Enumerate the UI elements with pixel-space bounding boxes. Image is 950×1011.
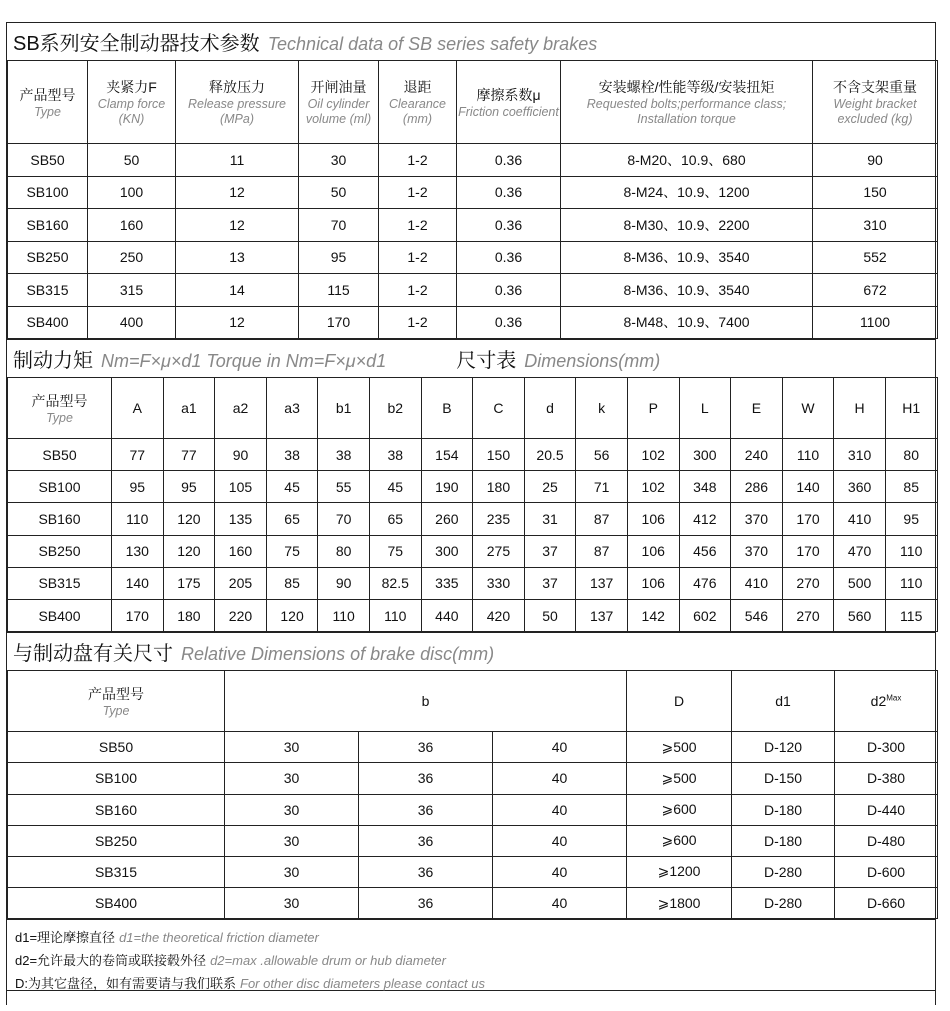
table-cell: 470 — [834, 535, 886, 567]
tech-header-en: Friction coefficient — [458, 104, 559, 119]
table-cell: 286 — [731, 471, 783, 503]
table-cell: 220 — [215, 599, 267, 631]
table-cell: 40 — [493, 888, 627, 919]
b-header: b — [225, 671, 627, 732]
table-cell: SB250 — [8, 535, 112, 567]
section2-title-en: Nm=F×μ×d1 Torque in Nm=F×μ×d1 — [101, 351, 387, 371]
table-cell: 40 — [493, 856, 627, 887]
table-cell: D-180 — [732, 825, 835, 856]
tech-header-5 — [457, 61, 561, 144]
dimensions-header-row — [8, 378, 938, 439]
tech-header-4 — [379, 61, 457, 144]
dim-header-15: H1 — [885, 378, 937, 439]
table-row — [8, 274, 938, 307]
table-cell: SB50 — [8, 732, 225, 763]
table-row — [8, 763, 938, 794]
table-cell: D-600 — [835, 856, 938, 887]
section3-title — [7, 632, 935, 670]
table-cell: 36 — [359, 794, 493, 825]
table-cell: 1-2 — [379, 176, 457, 209]
type-header-en: Type — [102, 703, 130, 718]
section1-title-cn: SB系列安全制动器技术参数 — [13, 33, 260, 55]
table-cell: 560 — [834, 599, 886, 631]
type-header — [8, 378, 112, 439]
type-header-cn: 产品型号 — [88, 685, 144, 702]
dim-header-4: b1 — [318, 378, 370, 439]
dim-header-10: P — [627, 378, 679, 439]
table-cell: D-280 — [732, 856, 835, 887]
table-cell: 0.36 — [457, 241, 561, 274]
table-cell: 50 — [88, 144, 176, 177]
table-cell: 410 — [731, 567, 783, 599]
table-cell: 8-M20、10.9、680 — [561, 144, 813, 177]
table-cell: SB315 — [8, 856, 225, 887]
table-cell: 102 — [627, 471, 679, 503]
table-cell: 105 — [215, 471, 267, 503]
table-cell: 170 — [299, 306, 379, 339]
table-cell: 87 — [576, 535, 628, 567]
table-cell: 110 — [112, 503, 164, 535]
table-cell: 77 — [112, 439, 164, 471]
table-cell: 250 — [88, 241, 176, 274]
table-cell: 40 — [493, 825, 627, 856]
table-cell: 110 — [369, 599, 421, 631]
table-cell: 260 — [421, 503, 473, 535]
table-cell: D-300 — [835, 732, 938, 763]
table-cell: 80 — [885, 439, 937, 471]
table-cell: 142 — [627, 599, 679, 631]
table-cell: 38 — [266, 439, 318, 471]
table-cell: 440 — [421, 599, 473, 631]
table-cell: 1100 — [813, 306, 938, 339]
table-cell: SB50 — [8, 439, 112, 471]
table-row — [8, 241, 938, 274]
table-cell: 65 — [266, 503, 318, 535]
table-row — [8, 794, 938, 825]
note-d1-cn: d1=理论摩擦直径 — [15, 930, 116, 946]
note-d2 — [15, 949, 927, 972]
table-row — [8, 471, 938, 503]
table-cell: 80 — [318, 535, 370, 567]
table-cell: 135 — [215, 503, 267, 535]
table-cell: 12 — [176, 176, 299, 209]
dim-header-13: W — [782, 378, 834, 439]
dim-header-2: a2 — [215, 378, 267, 439]
table-cell: 100 — [88, 176, 176, 209]
table-cell: 170 — [782, 535, 834, 567]
table-cell: D-150 — [732, 763, 835, 794]
note-d1 — [15, 926, 927, 949]
technical-data-table — [7, 60, 938, 339]
dim-header-12: E — [731, 378, 783, 439]
table-cell: 672 — [813, 274, 938, 307]
table-cell: 12 — [176, 306, 299, 339]
table-cell: 8-M36、10.9、3540 — [561, 274, 813, 307]
d2-header-label: d2 — [870, 693, 887, 710]
tech-header-en: Release pressure (MPa) — [188, 97, 286, 126]
table-cell: 420 — [473, 599, 525, 631]
table-cell: 1-2 — [379, 241, 457, 274]
tech-header-cn: 摩擦系数μ — [476, 86, 541, 103]
table-cell: 55 — [318, 471, 370, 503]
table-cell: SB315 — [8, 274, 88, 307]
table-cell: 20.5 — [524, 439, 576, 471]
table-cell: 130 — [112, 535, 164, 567]
table-cell: 1-2 — [379, 144, 457, 177]
table-cell: SB250 — [8, 825, 225, 856]
table-cell: 160 — [88, 209, 176, 242]
dim-header-5: b2 — [369, 378, 421, 439]
table-cell: 602 — [679, 599, 731, 631]
type-header-cn: 产品型号 — [31, 392, 88, 409]
table-cell: D-660 — [835, 888, 938, 919]
table-cell: ⩾600 — [627, 794, 732, 825]
table-cell: D-440 — [835, 794, 938, 825]
table-cell: 0.36 — [457, 274, 561, 307]
table-cell: 14 — [176, 274, 299, 307]
table-cell: SB100 — [8, 471, 112, 503]
table-cell: 500 — [834, 567, 886, 599]
table-cell: 330 — [473, 567, 525, 599]
dimensions-table — [7, 377, 938, 632]
table-row — [8, 856, 938, 887]
table-row — [8, 732, 938, 763]
table-cell: 65 — [369, 503, 421, 535]
table-cell: 400 — [88, 306, 176, 339]
table-cell: 235 — [473, 503, 525, 535]
table-cell: 37 — [524, 567, 576, 599]
tech-header-cn: 产品型号 — [19, 86, 76, 103]
tech-header-6 — [561, 61, 813, 144]
table-cell: 102 — [627, 439, 679, 471]
table-cell: 70 — [318, 503, 370, 535]
dimensions-title-en: Dimensions(mm) — [524, 351, 661, 371]
dim-header-9: k — [576, 378, 628, 439]
tech-header-3 — [299, 61, 379, 144]
table-cell: 37 — [524, 535, 576, 567]
technical-data-body — [8, 144, 938, 339]
dimensions-body — [8, 439, 938, 632]
table-cell: 552 — [813, 241, 938, 274]
table-cell: 75 — [266, 535, 318, 567]
table-cell: D-180 — [732, 794, 835, 825]
table-cell: 36 — [359, 763, 493, 794]
table-cell: 106 — [627, 567, 679, 599]
table-cell: 150 — [813, 176, 938, 209]
tech-header-cn: 释放压力 — [209, 79, 265, 95]
table-cell: D-380 — [835, 763, 938, 794]
dimensions-title-cn: 尺寸表 — [456, 350, 517, 372]
tech-header-7 — [813, 61, 938, 144]
table-cell: 120 — [163, 535, 215, 567]
table-cell: 36 — [359, 825, 493, 856]
table-cell: SB50 — [8, 144, 88, 177]
tech-header-cn: 夹紧力F — [106, 79, 157, 95]
table-cell: 75 — [369, 535, 421, 567]
table-cell: 25 — [524, 471, 576, 503]
table-cell: 115 — [299, 274, 379, 307]
note-D-cn: D:为其它盘径，如有需要请与我们联系 — [15, 976, 237, 992]
table-cell: 90 — [318, 567, 370, 599]
table-cell: 8-M24、10.9、1200 — [561, 176, 813, 209]
table-row — [8, 209, 938, 242]
table-cell: 13 — [176, 241, 299, 274]
dim-header-8: d — [524, 378, 576, 439]
dim-header-6: B — [421, 378, 473, 439]
table-cell: D-480 — [835, 825, 938, 856]
table-cell: 70 — [299, 209, 379, 242]
table-cell: SB400 — [8, 306, 88, 339]
table-row — [8, 503, 938, 535]
tech-header-en: Weight bracket excluded (kg) — [833, 97, 917, 126]
tech-header-0 — [8, 61, 88, 144]
table-cell: 0.36 — [457, 176, 561, 209]
table-cell: 140 — [782, 471, 834, 503]
table-row — [8, 599, 938, 631]
table-row — [8, 888, 938, 919]
table-cell: 270 — [782, 567, 834, 599]
table-cell: ⩾500 — [627, 732, 732, 763]
tech-header-1 — [88, 61, 176, 144]
dim-header-14: H — [834, 378, 886, 439]
tech-header-cn: 开闸油量 — [310, 79, 367, 95]
tech-header-cn: 安装螺栓/性能等级/安装扭矩 — [598, 79, 775, 95]
dim-header-0: A — [112, 378, 164, 439]
table-cell: 110 — [782, 439, 834, 471]
tech-header-cn: 退距 — [403, 79, 432, 95]
table-cell: 30 — [225, 856, 359, 887]
table-cell: 45 — [369, 471, 421, 503]
table-cell: 180 — [163, 599, 215, 631]
table-cell: 30 — [225, 825, 359, 856]
table-cell: D-280 — [732, 888, 835, 919]
table-cell: 1-2 — [379, 274, 457, 307]
table-cell: 1-2 — [379, 306, 457, 339]
table-cell: 546 — [731, 599, 783, 631]
table-cell: 95 — [885, 503, 937, 535]
table-cell: 110 — [885, 535, 937, 567]
type-header-en: Type — [46, 410, 73, 425]
table-cell: 30 — [225, 732, 359, 763]
table-cell: 11 — [176, 144, 299, 177]
table-cell: 106 — [627, 503, 679, 535]
section1-title — [7, 22, 935, 60]
table-cell: D-120 — [732, 732, 835, 763]
table-cell: 50 — [299, 176, 379, 209]
table-cell: 36 — [359, 732, 493, 763]
note-D-en: For other disc diameters please contact us — [240, 976, 485, 992]
page — [6, 0, 936, 1005]
table-cell: ⩾1200 — [627, 856, 732, 887]
table-cell: 150 — [473, 439, 525, 471]
table-row — [8, 306, 938, 339]
table-cell: 8-M36、10.9、3540 — [561, 241, 813, 274]
table-cell: 348 — [679, 471, 731, 503]
table-cell: SB250 — [8, 241, 88, 274]
table-cell: 106 — [627, 535, 679, 567]
d2-header — [835, 671, 938, 732]
dim-header-7: C — [473, 378, 525, 439]
tech-header-en: Clearance (mm) — [389, 97, 446, 126]
table-cell: 300 — [421, 535, 473, 567]
table-cell: 360 — [834, 471, 886, 503]
dim-header-1: a1 — [163, 378, 215, 439]
type-header — [8, 671, 225, 732]
table-cell: 0.36 — [457, 209, 561, 242]
table-cell: SB315 — [8, 567, 112, 599]
tech-header-en: Type — [34, 104, 61, 119]
table-cell: 90 — [813, 144, 938, 177]
table-cell: 38 — [369, 439, 421, 471]
table-row — [8, 176, 938, 209]
table-cell: 180 — [473, 471, 525, 503]
table-cell: 36 — [359, 856, 493, 887]
table-cell: 40 — [493, 794, 627, 825]
section2-title — [7, 339, 935, 377]
table-cell: 160 — [215, 535, 267, 567]
table-row — [8, 825, 938, 856]
brake-disc-body — [8, 732, 938, 919]
table-cell: 77 — [163, 439, 215, 471]
table-cell: 456 — [679, 535, 731, 567]
technical-data-header-row — [8, 61, 938, 144]
table-cell: 56 — [576, 439, 628, 471]
table-cell: 31 — [524, 503, 576, 535]
tech-header-en: Requested bolts;performance class; Installation torque — [586, 97, 787, 126]
section3-title-en: Relative Dimensions of brake disc(mm) — [181, 644, 495, 665]
table-cell: 240 — [731, 439, 783, 471]
table-cell: 0.36 — [457, 144, 561, 177]
table-cell: 87 — [576, 503, 628, 535]
table-cell: 82.5 — [369, 567, 421, 599]
table-cell: 170 — [112, 599, 164, 631]
table-cell: SB100 — [8, 176, 88, 209]
tech-header-cn: 不含支架重量 — [833, 79, 917, 95]
table-row — [8, 535, 938, 567]
table-cell: 175 — [163, 567, 215, 599]
table-cell: 40 — [493, 732, 627, 763]
table-cell: 1-2 — [379, 209, 457, 242]
section1-title-en: Technical data of SB series safety brakes — [267, 34, 598, 54]
table-cell: 410 — [834, 503, 886, 535]
brake-disc-table — [7, 670, 938, 919]
table-cell: 315 — [88, 274, 176, 307]
table-cell: 335 — [421, 567, 473, 599]
table-cell: 310 — [813, 209, 938, 242]
table-cell: SB400 — [8, 599, 112, 631]
table-row — [8, 144, 938, 177]
table-cell: 95 — [299, 241, 379, 274]
table-cell: 205 — [215, 567, 267, 599]
table-cell: 476 — [679, 567, 731, 599]
table-cell: 38 — [318, 439, 370, 471]
table-cell: 270 — [782, 599, 834, 631]
table-cell: 30 — [225, 794, 359, 825]
table-cell: 310 — [834, 439, 886, 471]
table-cell: SB400 — [8, 888, 225, 919]
dim-header-3: a3 — [266, 378, 318, 439]
tech-header-en: Clamp force (KN) — [97, 97, 166, 126]
table-cell: ⩾500 — [627, 763, 732, 794]
table-row — [8, 567, 938, 599]
table-cell: 45 — [266, 471, 318, 503]
table-cell: 85 — [266, 567, 318, 599]
table-cell: 370 — [731, 503, 783, 535]
table-cell: 110 — [885, 567, 937, 599]
table-cell: 137 — [576, 599, 628, 631]
d2-max-superscript: Max — [886, 693, 902, 703]
table-cell: 8-M48、10.9、7400 — [561, 306, 813, 339]
tech-header-en: Oil cylinder volume (ml) — [305, 97, 372, 126]
table-row — [8, 439, 938, 471]
section2-title-cn: 制动力矩 — [13, 350, 93, 372]
table-cell: 30 — [299, 144, 379, 177]
table-cell: 154 — [421, 439, 473, 471]
d1-header: d1 — [732, 671, 835, 732]
table-cell: 275 — [473, 535, 525, 567]
document-frame — [6, 22, 936, 991]
table-cell: 12 — [176, 209, 299, 242]
note-d2-cn: d2=允许最大的卷筒或联接毂外径 — [15, 953, 207, 969]
table-cell: 50 — [524, 599, 576, 631]
table-cell: 30 — [225, 888, 359, 919]
table-cell: SB160 — [8, 794, 225, 825]
table-cell: 170 — [782, 503, 834, 535]
note-d1-en: d1=the theoretical friction diameter — [119, 930, 319, 946]
table-cell: 115 — [885, 599, 937, 631]
D-header: D — [627, 671, 732, 732]
table-cell: 120 — [266, 599, 318, 631]
table-cell: 95 — [163, 471, 215, 503]
table-cell: 110 — [318, 599, 370, 631]
table-cell: 30 — [225, 763, 359, 794]
tech-header-2 — [176, 61, 299, 144]
table-cell: 90 — [215, 439, 267, 471]
table-cell: 0.36 — [457, 306, 561, 339]
notes — [7, 919, 935, 991]
table-cell: 120 — [163, 503, 215, 535]
dim-header-11: L — [679, 378, 731, 439]
table-cell: 140 — [112, 567, 164, 599]
table-cell: 300 — [679, 439, 731, 471]
table-cell: 95 — [112, 471, 164, 503]
table-cell: 36 — [359, 888, 493, 919]
table-cell: 8-M30、10.9、2200 — [561, 209, 813, 242]
section3-title-cn: 与制动盘有关尺寸 — [13, 643, 173, 666]
table-cell: 40 — [493, 763, 627, 794]
table-cell: 370 — [731, 535, 783, 567]
brake-disc-header-row — [8, 671, 938, 732]
table-cell: 190 — [421, 471, 473, 503]
table-cell: SB100 — [8, 763, 225, 794]
table-cell: SB160 — [8, 503, 112, 535]
table-cell: 85 — [885, 471, 937, 503]
table-cell: 412 — [679, 503, 731, 535]
table-cell: ⩾600 — [627, 825, 732, 856]
table-cell: 137 — [576, 567, 628, 599]
table-cell: SB160 — [8, 209, 88, 242]
table-cell: ⩾1800 — [627, 888, 732, 919]
table-cell: 71 — [576, 471, 628, 503]
note-d2-en: d2=max .allowable drum or hub diameter — [210, 953, 446, 969]
